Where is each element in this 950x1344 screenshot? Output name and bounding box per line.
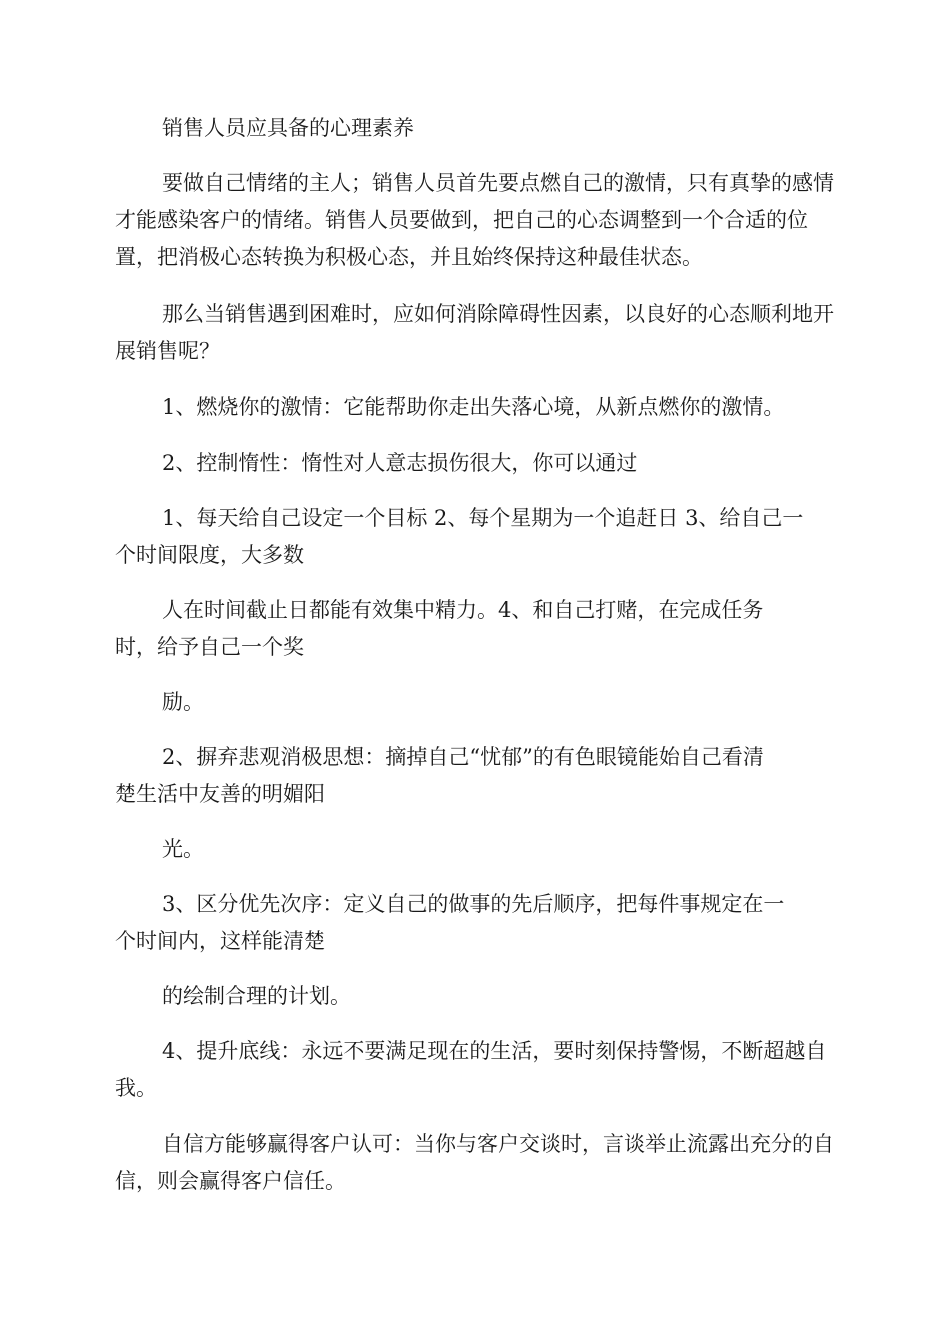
item2-line-2: 楚生活中友善的明媚阳 <box>115 782 325 806</box>
paragraph-passion: 1、燃烧你的激情：它能帮助你走出失落心境，从新点燃你的激情。 <box>162 395 785 419</box>
tips-line-1: 1、每天给自己设定一个目标 2、每个星期为一个追赶日 3、给自己一 <box>162 506 804 530</box>
item3-line-2: 个时间内，这样能清楚 <box>115 929 325 953</box>
item3-line-3: 的绘制合理的计划。 <box>162 984 351 1008</box>
tips-line-2: 个时间限度，大多数 <box>115 543 304 567</box>
paragraph-item4: 4、提升底线：永远不要满足现在的生活，要时刻保持警惕，不断超越自我。 <box>115 1039 827 1100</box>
item2-line-1: 2、摒弃悲观消极思想：摘掉自己“忧郁”的有色眼镜能始自己看清 <box>162 745 764 769</box>
tips-line-4: 时，给予自己一个奖 <box>115 635 304 659</box>
paragraph-question: 那么当销售遇到困难时，应如何消除障碍性因素，以良好的心态顺利地开展销售呢？ <box>115 302 834 363</box>
tips-line-5: 励。 <box>162 690 204 714</box>
paragraph-closing: 自信方能够赢得客户认可：当你与客户交谈时，言谈举止流露出充分的自信，则会赢得客户信任。 <box>115 1132 834 1193</box>
paragraph-emotion: 要做自己情绪的主人；销售人员首先要点燃自己的激情，只有真挚的感情才能感染客户的情绪。销售人员要做到，把自己的心态调整到一个合适的位置，把消极心态转换为积极心态，并且始终保持这种最佳状态。 <box>115 171 834 269</box>
paragraph-inertia: 2、控制惰性：惰性对人意志损伤很大，你可以通过 <box>162 451 638 475</box>
item2-line-3: 光。 <box>162 837 204 861</box>
document-title: 销售人员应具备的心理素养 <box>162 116 414 140</box>
tips-line-3: 人在时间截止日都能有效集中精力。4、和自己打赌，在完成任务 <box>162 598 764 622</box>
item3-line-1: 3、区分优先次序：定义自己的做事的先后顺序，把每件事规定在一 <box>162 892 785 916</box>
